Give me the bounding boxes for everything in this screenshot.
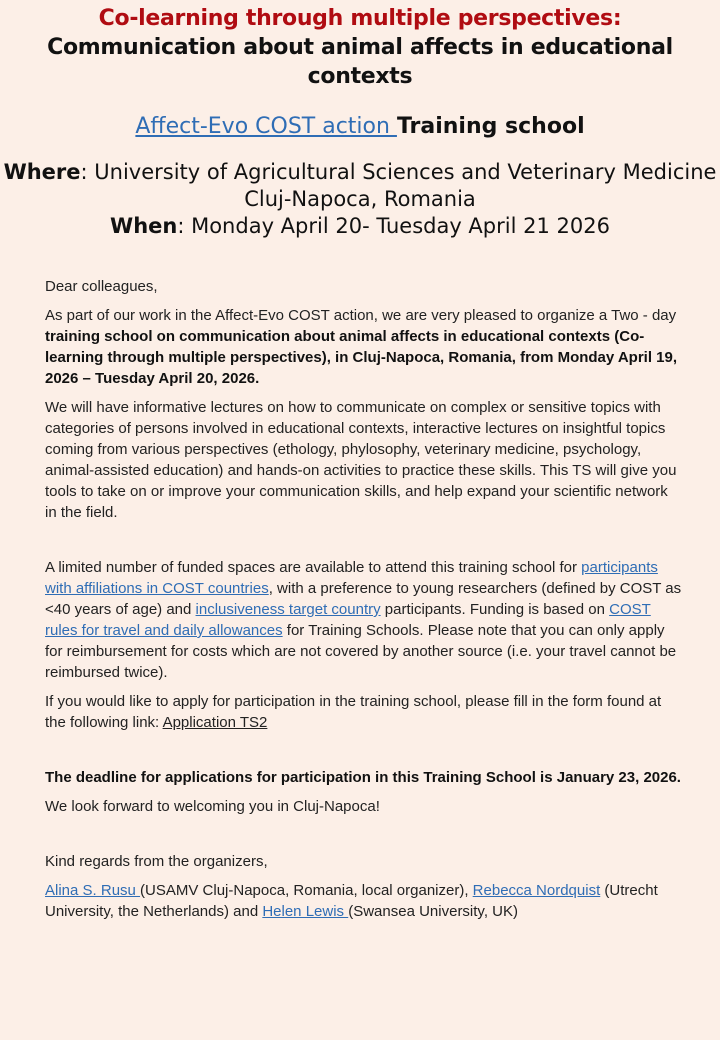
apply-text: If you would like to apply for participation in the training school, please fill in the form found at the following link: — [45, 693, 662, 731]
subtitle — [0, 113, 720, 141]
organizer-link-nordquist[interactable]: Rebecca Nordquist — [472, 882, 601, 899]
affect-evo-link[interactable]: Affect-Evo COST action — [135, 114, 397, 139]
funding-text-c: participants. Funding is based on — [380, 601, 610, 618]
funding-text-b: , with a preference to young researchers (defined by COST as <40 years of age) and — [45, 580, 682, 618]
inclusiveness-link[interactable]: inclusiveness target country — [195, 601, 381, 618]
organizer-link-lewis[interactable]: Helen Lewis — [262, 903, 349, 920]
where-line — [0, 159, 720, 213]
cost-rules-link[interactable]: COST rules for travel and daily allowances — [45, 601, 651, 639]
greeting: Dear colleagues, — [45, 278, 158, 295]
lectures-paragraph: We will have informative lectures on how to communicate on complex or sensitive topics with categories of persons involved in educational contexts, interactive lectures on insightful topics coming from various perspectives (ethology, phylosophy, veterinary medicine, psychology, animal-assisted education) and hands-on activities to practice these skills. This TS will give you tools to take on or improve your communication skills, and help expand your scientific network in the field. — [45, 399, 677, 521]
letter-body — [45, 276, 682, 930]
apply-paragraph — [45, 691, 682, 733]
when-label: When — [110, 214, 178, 238]
funding-text-d: for Training Schools. Please note that you can only apply for reimbursement for costs which are not covered by another source (i.e. your travel cannot be reimbursed twice). — [45, 622, 677, 681]
title-black: Communication about animal affects in educational contexts — [47, 35, 673, 89]
welcome-paragraph: We look forward to welcoming you in Cluj-Napoca! — [45, 798, 380, 815]
deadline-text: The deadline for applications for participation in this Training School is January 23, 2026. — [45, 769, 681, 786]
deadline-paragraph — [45, 767, 682, 788]
intro-text: As part of our work in the Affect-Evo COST action, we are very pleased to organize a Two - day — [45, 307, 677, 324]
organizer-link-rusu[interactable]: Alina S. Rusu — [45, 882, 141, 899]
title-block — [0, 0, 720, 91]
where-when — [0, 159, 720, 240]
organizer-text-3: (Swansea University, UK) — [348, 903, 518, 920]
application-link[interactable]: Application TS2 — [162, 714, 268, 731]
organizers-paragraph — [45, 880, 682, 922]
funding-paragraph — [45, 557, 682, 683]
title-red: Co-learning through multiple perspectives: — [98, 6, 622, 31]
where-value: : University of Agricultural Sciences and Veterinary Medicine Cluj-Napoca, Romania — [80, 160, 717, 211]
when-value: : Monday April 20- Tuesday April 21 2026 — [177, 214, 610, 238]
funding-text-a: A limited number of funded spaces are available to attend this training school for — [45, 559, 582, 576]
intro-bold: training school on communication about animal affects in educational contexts (Co-learning through multiple perspectives), in Cluj-Napoca, Romania, from Monday April 19, 2026 – Tuesday April 20, 2026. — [45, 328, 678, 387]
organizer-text-1: (USAMV Cluj-Napoca, Romania, local organizer), — [140, 882, 473, 899]
intro-paragraph — [45, 305, 682, 389]
regards: Kind regards from the organizers, — [45, 853, 268, 870]
subtitle-text: Training school — [396, 114, 585, 139]
organizer-text-2: (Utrecht University, the Netherlands) and — [45, 882, 658, 920]
cost-countries-link[interactable]: participants with affiliations in COST countries — [45, 559, 658, 597]
where-label: Where — [3, 160, 81, 184]
when-line — [0, 213, 720, 240]
